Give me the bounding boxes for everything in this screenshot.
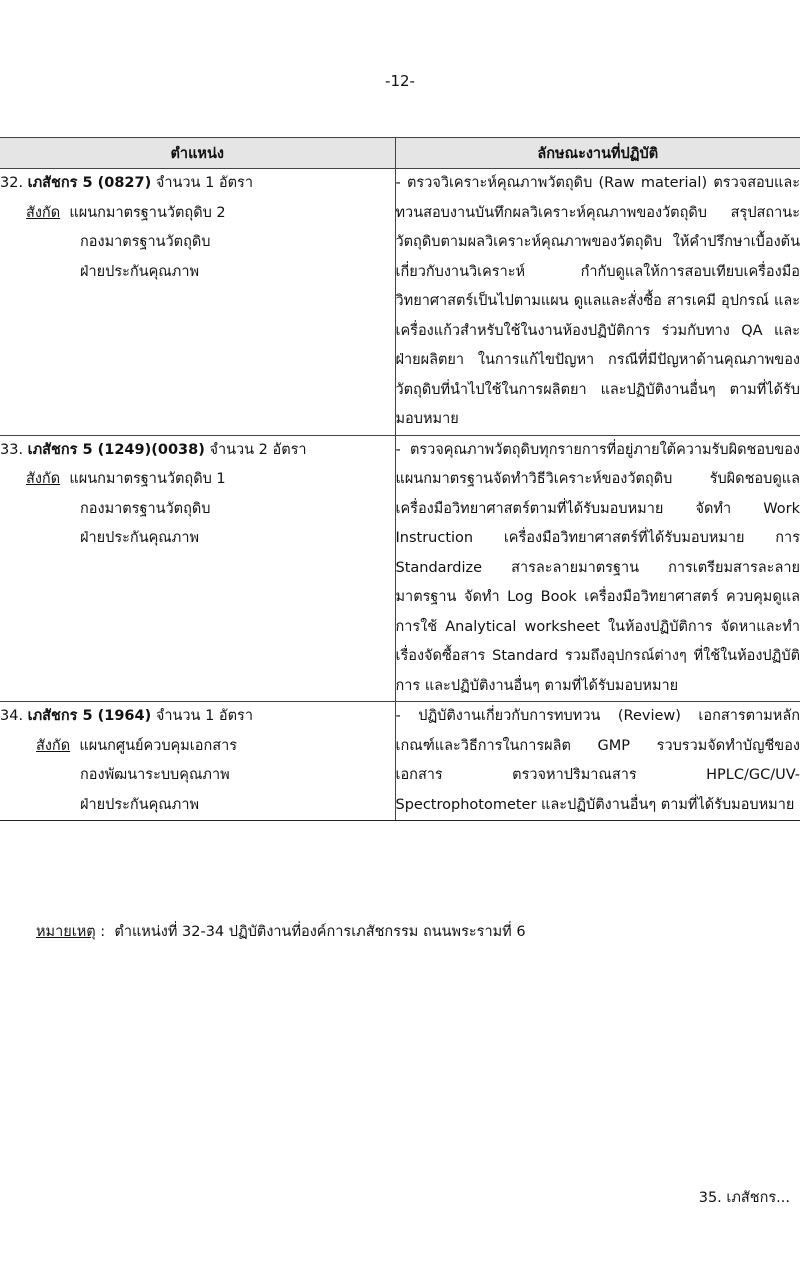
affiliation-label: สังกัด [36,737,71,754]
department-name: ฝ่ายประกันคุณภาพ [80,530,200,546]
note-label: หมายเหตุ [36,924,96,940]
division-name: กองพัฒนาระบบคุณภาพ [80,767,230,783]
table-row [0,169,800,436]
duties-text: - ปฏิบัติงานเกี่ยวกับการทบทวน (Review) เอกสารตามหลักเกณฑ์และวิธีการในการผลิต GMP รวบรวมจัดทำบัญชีของเอกสาร ตรวจหาปริมาณสาร HPLC/GC/UV-Spectrophotometer และปฏิบัติงานอื่นๆ ตามที่ได้รับมอบหมาย [395,702,800,821]
continuation-marker: 35. เภสัชกร... [698,1190,790,1206]
position-title: เภสัชกร 5 (1249)(0038) [27,441,205,458]
positions-table [0,137,800,821]
row-number: 34. [0,708,24,724]
footnote [36,920,526,943]
row-number: 33. [0,441,24,458]
page-number: -12- [385,72,415,90]
table-row [0,435,800,702]
position-cell [0,169,395,436]
department-name: ฝ่ายประกันคุณภาพ [80,263,200,280]
unit-name: แผนกมาตรฐานวัตถุดิบ 2 [69,204,226,221]
table-row [0,702,800,821]
position-count: จำนวน 1 อัตรา [155,708,253,724]
row-number: 32. [0,175,24,191]
division-name: กองมาตรฐานวัตถุดิบ [80,234,211,250]
position-title: เภสัชกร 5 (0827) [27,175,152,191]
header-position: ตำแหน่ง [0,138,395,169]
position-count: จำนวน 2 อัตรา [209,441,307,458]
position-title: เภสัชกร 5 (1964) [27,708,152,724]
position-count: จำนวน 1 อัตรา [155,175,253,191]
header-duties: ลักษณะงานที่ปฏิบัติ [395,138,800,169]
note-separator: : [100,924,106,940]
position-cell [0,702,395,821]
affiliation-label: สังกัด [26,204,61,221]
affiliation-label: สังกัด [26,471,61,487]
position-cell [0,435,395,702]
department-name: ฝ่ายประกันคุณภาพ [80,796,200,813]
unit-name: แผนกศูนย์ควบคุมเอกสาร [79,737,238,754]
unit-name: แผนกมาตรฐานวัตถุดิบ 1 [69,471,226,487]
division-name: กองมาตรฐานวัตถุดิบ [80,500,211,517]
note-text: ตำแหน่งที่ 32-34 ปฏิบัติงานที่องค์การเภสัชกรรม ถนนพระรามที่ 6 [114,924,526,940]
duties-text: - ตรวจวิเคราะห์คุณภาพวัตถุดิบ (Raw material) ตรวจสอบและทวนสอบงานบันทึกผลวิเคราะห์คุณภาพของวัตถุดิบ สรุปสถานะวัตถุดิบตามผลวิเคราะห์คุณภาพของวัตถุดิบ ให้คำปรึกษาเบื้องต้นเกี่ยวกับงานวิเคราะห์ กำกับดูแลให้การสอบเทียบเครื่องมือวิทยาศาสตร์เป็นไปตามแผน ดูแลและสั่งซื้อ สารเคมี อุปกรณ์ และเครื่องแก้วสำหรับใช้ในงานห้องปฏิบัติการ ร่วมกับทาง QA และฝ่ายผลิตยา ในการแก้ไขปัญหา กรณีที่มีปัญหาด้านคุณภาพของวัตถุดิบที่นำไปใช้ในการผลิตยา และปฏิบัติงานอื่นๆ ตามที่ได้รับมอบหมาย [395,169,800,436]
duties-text: - ตรวจคุณภาพวัตถุดิบทุกรายการที่อยู่ภายใต้ความรับผิดชอบของแผนกมาตรฐานจัดทำวิธีวิเคราะห์ของวัตถุดิบ รับผิดชอบดูแลเครื่องมือวิทยาศาสตร์ตามที่ได้รับมอบหมาย จัดทำ Work Instruction เครื่องมือวิทยาศาสตร์ที่ได้รับมอบหมาย การ Standardize สารละลายมาตรฐาน การเตรียมสารละลายมาตรฐาน จัดทำ Log Book เครื่องมือวิทยาศาสตร์ ควบคุมดูแลการใช้ Analytical worksheet ในห้องปฏิบัติการ จัดหาและทำเรื่องจัดซื้อสาร Standard รวมถึงอุปกรณ์ต่างๆ ที่ใช้ในห้องปฏิบัติการ และปฏิบัติงานอื่นๆ ตามที่ได้รับมอบหมาย [395,435,800,702]
table-header-row [0,138,800,169]
